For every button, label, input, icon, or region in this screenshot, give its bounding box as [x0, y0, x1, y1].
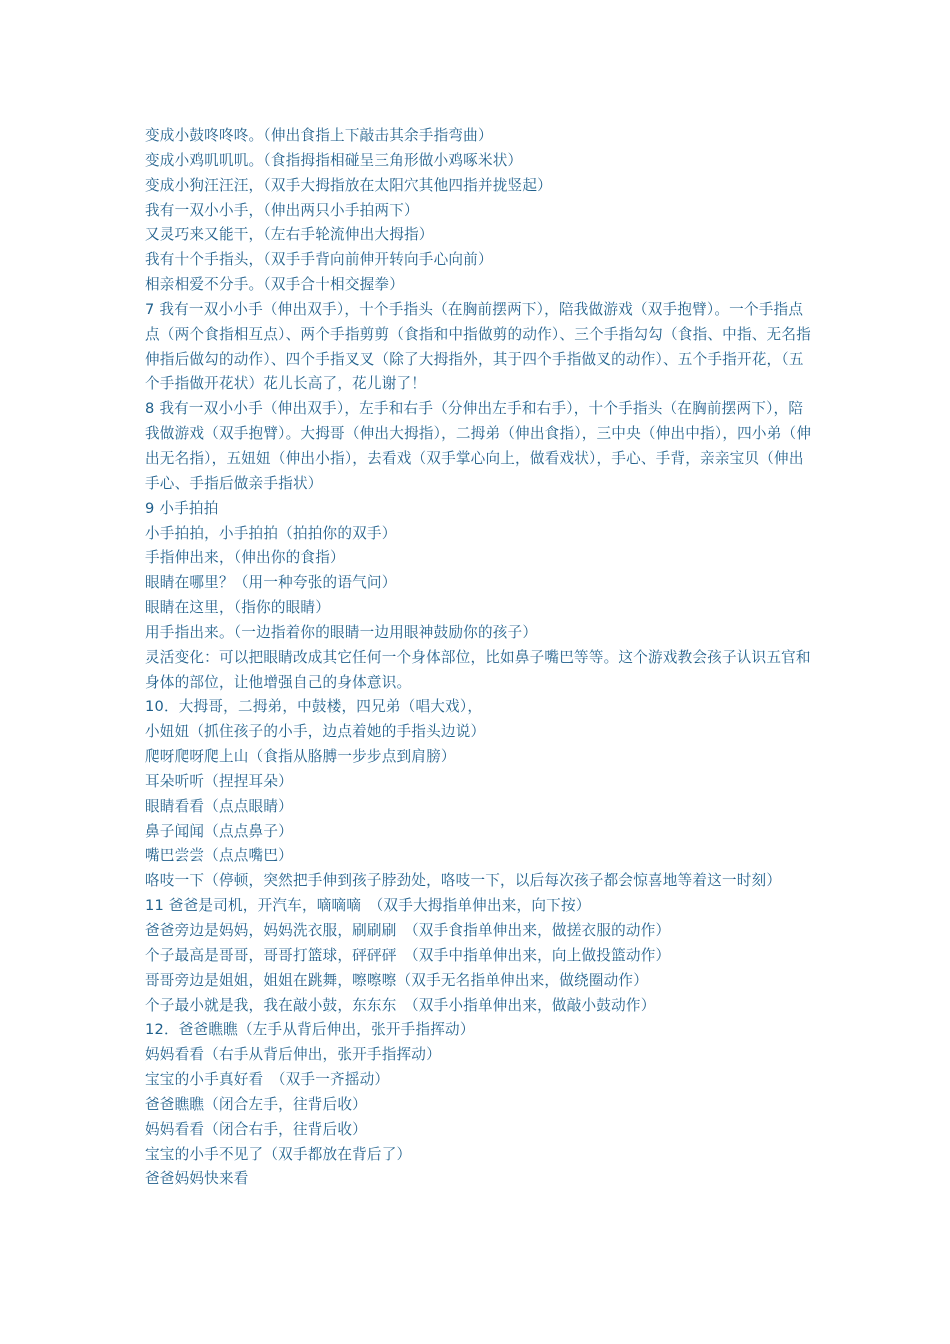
text-line: 小手拍拍，小手拍拍（拍拍你的双手） — [145, 524, 397, 542]
text-line: 妈妈看看（闭合右手，往背后收） — [145, 1120, 367, 1138]
text-line: 个子最高是哥哥，哥哥打篮球，砰砰砰 （双手中指单伸出来，向上做投篮动作） — [145, 946, 671, 964]
text-line: 眼睛看看（点点眼睛） — [145, 797, 293, 815]
text-line: 咯吱一下（停顿，突然把手伸到孩子脖劲处，咯吱一下，以后每次孩子都会惊喜地等着这一时刻） — [145, 872, 782, 890]
text-line: 爸爸瞧瞧（闭合左手，往背后收） — [145, 1095, 367, 1113]
section-heading-10: 10．大拇哥，二拇弟，中鼓楼，四兄弟（唱大戏）， — [145, 698, 483, 716]
section-heading-12: 12．爸爸瞧瞧（左手从背后伸出，张开手指挥动） — [145, 1021, 475, 1039]
text-line: 小妞妞（抓住孩子的小手，边点着她的手指头边说） — [145, 723, 486, 741]
text-line: 变成小鸡叽叽叽。（食指拇指相碰呈三角形做小鸡啄米状） — [145, 151, 523, 169]
text-line: 鼻子闻闻（点点鼻子） — [145, 822, 293, 840]
section-heading-9: 9 小手拍拍 — [145, 499, 219, 517]
document-body — [145, 124, 813, 1192]
text-line: 爸爸妈妈快来看 — [145, 1170, 249, 1188]
text-line: 嘴巴尝尝（点点嘴巴） — [145, 847, 293, 865]
paragraph-7: 7 我有一双小小手（伸出双手），十个手指头（在胸前摆两下），陪我做游戏（双手抱臂）。一个手指点点（两个食指相互点）、两个手指剪剪（食指和中指做剪的动作）、三个手指勾勾（食指、中指、无名指伸指后做勾的动作）、四个手指叉叉（除了大拇指外，其于四个手指做叉的动作）、五个手指开花，（五个手指做开花状）花儿长高了，花儿谢了！ — [145, 300, 811, 393]
text-line: 哥哥旁边是姐姐，姐姐在跳舞，嚓嚓嚓（双手无名指单伸出来，做绕圈动作） — [145, 971, 648, 989]
text-line: 又灵巧来又能干，（左右手轮流伸出大拇指） — [145, 226, 434, 244]
text-line: 变成小鼓咚咚咚。（伸出食指上下敲击其余手指弯曲） — [145, 127, 493, 144]
text-line: 个子最小就是我，我在敲小鼓，东东东 （双手小指单伸出来，做敲小鼓动作） — [145, 996, 656, 1014]
paragraph-8: 8 我有一双小小手（伸出双手），左手和右手（分伸出左手和右手），十个手指头（在胸前摆两下），陪我做游戏（双手抱臂）。大拇哥（伸出大拇指），二拇弟（伸出食指），三中央（伸出中指），四小弟（伸出无名指），五妞妞（伸出小指），去看戏（双手掌心向上，做看戏状），手心、手背，亲亲宝贝（伸出手心、手指后做亲手指状） — [145, 400, 812, 492]
text-line: 手指伸出来，（伸出你的食指） — [145, 549, 345, 567]
text-line: 相亲相爱不分手。（双手合十相交握拳） — [145, 276, 404, 294]
variation-note: 灵活变化：可以把眼睛改成其它任何一个身体部位，比如鼻子嘴巴等等。这个游戏教会孩子认识五官和身体的部位，让他增强自己的身体意识。 — [145, 648, 811, 691]
text-line: 爬呀爬呀爬上山（食指从胳膊一步步点到肩膀） — [145, 748, 456, 766]
text-line: 眼睛在这里，（指你的眼睛） — [145, 599, 331, 617]
text-line: 眼睛在哪里？（用一种夸张的语气问） — [145, 574, 397, 592]
section-heading-11: 11 爸爸是司机，开汽车，嘀嘀嘀 （双手大拇指单伸出来，向下按） — [145, 897, 591, 915]
text-line: 我有一双小小手，（伸出两只小手拍两下） — [145, 201, 419, 219]
text-line: 宝宝的小手不见了（双手都放在背后了） — [145, 1145, 412, 1163]
text-line: 妈妈看看（右手从背后伸出，张开手指挥动） — [145, 1046, 441, 1064]
text-line: 我有十个手指头，（双手手背向前伸开转向手心向前） — [145, 251, 493, 269]
text-line: 用手指出来。（一边指着你的眼睛一边用眼神鼓励你的孩子） — [145, 623, 538, 641]
text-line: 变成小狗汪汪汪，（双手大拇指放在太阳穴其他四指并拢竖起） — [145, 176, 552, 194]
text-line: 耳朵听听（捏捏耳朵） — [145, 772, 293, 790]
text-line: 爸爸旁边是妈妈，妈妈洗衣服，刷刷刷 （双手食指单伸出来，做搓衣服的动作） — [145, 922, 671, 939]
text-line: 宝宝的小手真好看 （双手一齐摇动） — [145, 1071, 390, 1089]
